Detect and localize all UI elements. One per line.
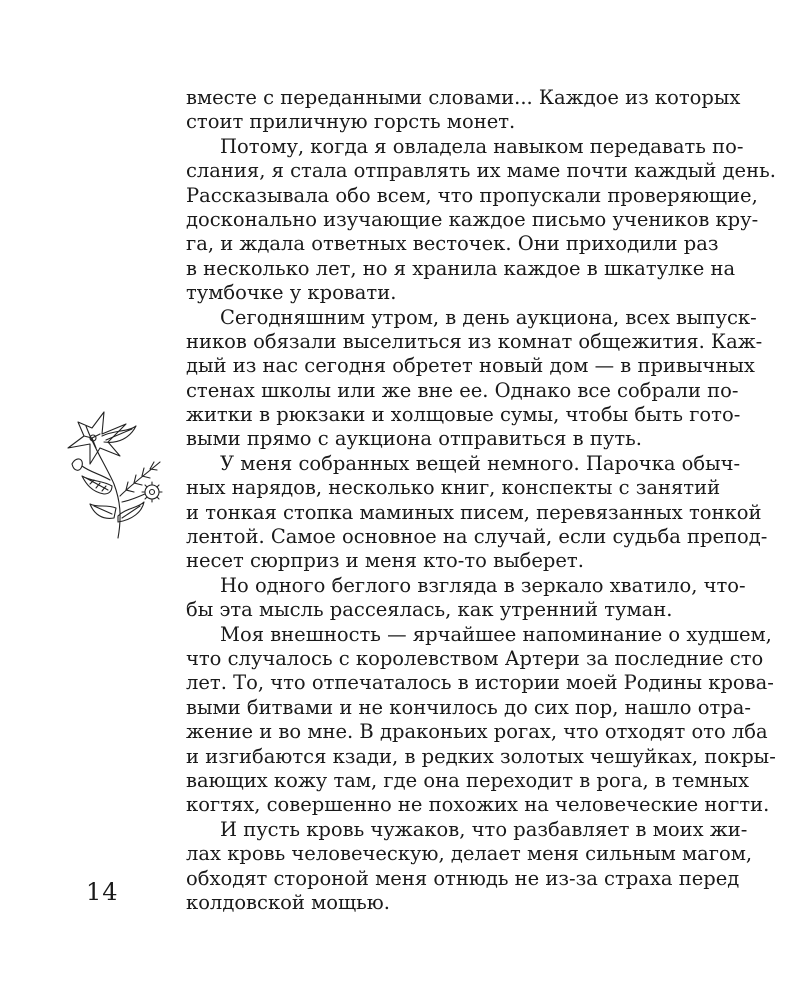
text-line: ников обязали выселиться из комнат общежития. Каж- bbox=[186, 329, 763, 353]
page-number: 14 bbox=[86, 878, 119, 906]
text-line: И пусть кровь чужаков, что разбавляет в моих жи- bbox=[220, 817, 748, 841]
text-line: вающих кожу там, где она переходит в рога, в темных bbox=[186, 768, 750, 792]
flower-sprig-icon bbox=[56, 404, 166, 542]
text-line: Но одного беглого взгляда в зеркало хватило, что- bbox=[220, 573, 746, 597]
text-line: бы эта мысль рассеялась, как утренний туман. bbox=[186, 598, 673, 622]
text-line: лет. То, что отпечаталось в истории моей Родины крова- bbox=[186, 671, 774, 695]
text-line: га, и ждала ответных весточек. Они приходили раз bbox=[186, 232, 719, 256]
text-line: слания, я стала отправлять их маме почти каждый день. bbox=[186, 159, 776, 183]
text-line: выми битвами и не кончилось до сих пор, нашло отра- bbox=[186, 695, 751, 719]
text-line: лентой. Самое основное на случай, если судьба препод- bbox=[186, 525, 768, 549]
text-line: выми прямо с аукциона отправиться в путь. bbox=[186, 427, 642, 451]
text-line: жение и во мне. В драконьих рогах, что отходят ото лба bbox=[186, 720, 768, 744]
text-line: вместе с переданными словами... Каждое из которых bbox=[186, 86, 741, 109]
text-line: дый из нас сегодня обретет новый дом — в привычных bbox=[186, 354, 755, 378]
text-line: стоит приличную горсть монет. bbox=[186, 110, 516, 134]
text-line: Рассказывала обо всем, что пропускали проверяющие, bbox=[186, 183, 758, 207]
text-line: и тонкая стопка маминых писем, перевязанных тонкой bbox=[186, 500, 762, 524]
text-line: и изгибаются кзади, в редких золотых чешуйках, покры- bbox=[186, 744, 776, 768]
text-line: стенах школы или же вне ее. Однако все собрали по- bbox=[186, 378, 739, 402]
text-line: житки в рюкзаки и холщовые сумы, чтобы быть гото- bbox=[186, 403, 741, 427]
text-line: лах кровь человеческую, делает меня сильным магом, bbox=[186, 842, 753, 866]
text-line: досконально изучающие каждое письмо учеников кру- bbox=[186, 207, 759, 231]
text-line: У меня собранных вещей немного. Парочка обыч- bbox=[220, 451, 741, 475]
text-line: когтях, совершенно не похожих на человеческие ногти. bbox=[186, 793, 770, 817]
text-line: что случалось с королевством Артери за последние сто bbox=[186, 646, 764, 670]
text-line: в несколько лет, но я хранила каждое в шкатулке на bbox=[186, 256, 736, 280]
text-line: Потому, когда я овладела навыком передавать по- bbox=[220, 134, 744, 158]
text-line: тумбочке у кровати. bbox=[186, 281, 397, 305]
text-line: несет сюрприз и меня кто-то выберет. bbox=[186, 549, 584, 573]
text-line: Моя внешность — ярчайшее напоминание о худшем, bbox=[220, 622, 772, 646]
text-line: ных нарядов, несколько книг, конспекты с занятий bbox=[186, 476, 721, 500]
text-line: колдовской мощью. bbox=[186, 890, 390, 914]
body-text bbox=[186, 86, 776, 915]
text-line: обходят стороной меня отнюдь не из-за страха перед bbox=[186, 866, 740, 890]
text-line: Сегодняшним утром, в день аукциона, всех выпуск- bbox=[220, 305, 757, 329]
